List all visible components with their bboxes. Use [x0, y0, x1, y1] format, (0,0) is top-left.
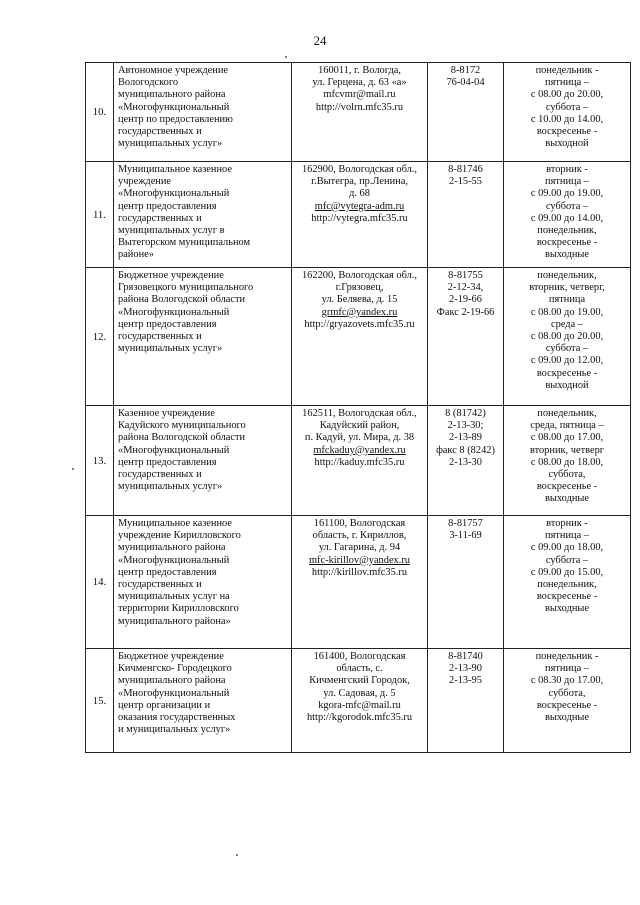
- cell-line: Вологодского: [118, 77, 179, 89]
- cell-line: муниципальных услуг в: [118, 225, 225, 237]
- cell-line: факс 8 (8242): [436, 444, 495, 456]
- cell-line: районе»: [118, 249, 154, 261]
- org-name-cell: [114, 63, 292, 162]
- cell-line: оказания государственных: [118, 712, 236, 724]
- phone-cell: [428, 649, 504, 753]
- cell-line: д. 68: [349, 188, 370, 200]
- cell-line: 2-13-30;: [447, 420, 484, 432]
- cell-line: воскресенье -: [536, 481, 598, 493]
- cell-line: grmfc@yandex.ru: [321, 306, 398, 318]
- cell-line: воскресенье -: [536, 591, 598, 603]
- working-hours-cell: [504, 406, 631, 516]
- cell-line: воскресенье -: [536, 367, 598, 379]
- phone-cell: [428, 162, 504, 268]
- row-number: 14.: [86, 516, 114, 649]
- cell-line: муниципальных услуг»: [118, 343, 223, 355]
- cell-line: пятница –: [545, 176, 589, 188]
- cell-line: центр организации и: [118, 699, 211, 711]
- cell-line: ул. Беляева, д. 15: [321, 294, 398, 306]
- phone-cell: [428, 406, 504, 516]
- cell-line: 8 (81742): [445, 408, 486, 419]
- cell-line: Казенное учреждение: [118, 408, 215, 419]
- cell-line: муниципального района: [118, 675, 226, 687]
- cell-line: среда –: [551, 318, 583, 330]
- cell-line: понедельник,: [537, 579, 597, 591]
- cell-line: 8-81755: [448, 270, 483, 281]
- address-cell: [292, 162, 428, 268]
- cell-line: Грязовецкого муниципального: [118, 282, 254, 294]
- cell-line: http://volrn.mfc35.ru: [315, 101, 404, 113]
- table-row: [86, 63, 631, 162]
- cell-line: Автономное учреждение: [118, 65, 229, 76]
- cell-line: ул. Герцена, д. 63 «а»: [312, 77, 407, 89]
- cell-line: Факс 2-19-66: [436, 306, 495, 318]
- table-row: [86, 516, 631, 649]
- cell-line: муниципальных услуг»: [118, 481, 223, 493]
- cell-line: 2-19-66: [449, 294, 482, 306]
- cell-line: вторник, четверг: [529, 444, 605, 456]
- cell-line: муниципального района: [118, 542, 226, 554]
- cell-line: суббота,: [548, 687, 586, 699]
- cell-line: центр предоставления: [118, 318, 217, 330]
- cell-line: понедельник,: [537, 270, 597, 281]
- table-row: [86, 649, 631, 753]
- cell-line: 162900, Вологодская обл.,: [301, 164, 418, 175]
- cell-line: с 08.00 до 20.00,: [530, 331, 604, 343]
- cell-line: «Многофункциональный: [118, 444, 230, 456]
- address-cell: [292, 63, 428, 162]
- cell-line: mfcvmr@mail.ru: [323, 89, 396, 101]
- cell-line: с 09.00 до 19.00,: [530, 188, 604, 200]
- cell-line: Вытегорском муниципальном: [118, 237, 251, 249]
- cell-line: 161400, Вологодская: [313, 651, 406, 662]
- working-hours-cell: [504, 162, 631, 268]
- cell-line: mfc@vytegra-adm.ru: [314, 200, 405, 212]
- cell-line: муниципальных услуг на: [118, 591, 230, 603]
- cell-line: учреждение Кирилловского: [118, 530, 241, 542]
- address-cell: [292, 516, 428, 649]
- cell-line: Бюджетное учреждение: [118, 270, 224, 281]
- cell-line: выходной: [545, 379, 589, 391]
- working-hours-cell: [504, 516, 631, 649]
- org-name-cell: [114, 268, 292, 406]
- cell-line: «Многофункциональный: [118, 687, 230, 699]
- cell-line: 8-81746: [448, 164, 483, 175]
- cell-line: http://gryazovets.mfc35.ru: [304, 318, 415, 330]
- cell-line: выходные: [544, 603, 590, 615]
- cell-line: 3-11-69: [449, 530, 482, 542]
- cell-line: 2-15-55: [449, 176, 482, 188]
- cell-line: государственных и: [118, 126, 202, 138]
- cell-line: центр предоставления: [118, 456, 217, 468]
- cell-line: 8-81740: [448, 651, 483, 662]
- cell-line: пятница: [548, 294, 586, 306]
- cell-line: среда, пятница –: [530, 420, 604, 432]
- row-number: 13.: [86, 406, 114, 516]
- cell-line: суббота –: [545, 200, 589, 212]
- cell-line: Муниципальное казенное: [118, 164, 232, 175]
- cell-line: суббота –: [545, 554, 589, 566]
- scan-speck: [285, 56, 287, 58]
- cell-line: http://kgorodok.mfc35.ru: [306, 712, 413, 724]
- cell-line: 8-8172: [450, 65, 481, 76]
- cell-line: учреждение: [118, 176, 172, 188]
- cell-line: суббота –: [545, 101, 589, 113]
- cell-line: г.Вытегра, пр.Ленина,: [311, 176, 408, 188]
- cell-line: 2-13-30: [449, 456, 482, 468]
- cell-line: района Вологодской области: [118, 432, 246, 444]
- cell-line: территории Кирилловского: [118, 603, 239, 615]
- cell-line: суббота,: [548, 469, 586, 481]
- cell-line: «Многофункциональный: [118, 554, 230, 566]
- cell-line: область, с.: [336, 663, 383, 675]
- cell-line: Кадуйский район,: [319, 420, 400, 432]
- row-number: 10.: [86, 63, 114, 162]
- cell-line: государственных и: [118, 331, 202, 343]
- cell-line: 162200, Вологодская обл.,: [301, 270, 418, 281]
- cell-line: понедельник -: [535, 651, 599, 662]
- cell-line: Кадуйского муниципального: [118, 420, 246, 432]
- cell-line: вторник -: [546, 518, 588, 529]
- phone-cell: [428, 516, 504, 649]
- cell-line: центр предоставления: [118, 566, 217, 578]
- cell-line: муниципального района: [118, 89, 226, 101]
- address-cell: [292, 268, 428, 406]
- cell-line: 8-81757: [448, 518, 483, 529]
- cell-line: «Многофункциональный: [118, 306, 230, 318]
- cell-line: 76-04-04: [446, 77, 485, 89]
- row-number: 12.: [86, 268, 114, 406]
- cell-line: http://kaduy.mfc35.ru: [314, 456, 405, 468]
- cell-line: государственных и: [118, 212, 202, 224]
- address-cell: [292, 649, 428, 753]
- row-number: 15.: [86, 649, 114, 753]
- cell-line: воскресенье -: [536, 237, 598, 249]
- cell-line: ул. Садовая, д. 5: [323, 687, 396, 699]
- cell-line: государственных и: [118, 579, 202, 591]
- cell-line: понедельник,: [537, 408, 597, 419]
- scan-speck: [236, 854, 238, 856]
- cell-line: 2-13-89: [449, 432, 482, 444]
- cell-line: г.Грязовец,: [335, 282, 384, 294]
- cell-line: государственных и: [118, 469, 202, 481]
- cell-line: понедельник,: [537, 225, 597, 237]
- table-row: [86, 406, 631, 516]
- cell-line: mfckaduy@yandex.ru: [313, 444, 406, 456]
- cell-line: п. Кадуй, ул. Мира, д. 38: [304, 432, 415, 444]
- cell-line: «Многофункциональный: [118, 101, 230, 113]
- table-row: [86, 162, 631, 268]
- cell-line: с 08.00 до 20.00,: [530, 89, 604, 101]
- cell-line: вторник -: [546, 164, 588, 175]
- cell-line: муниципальных услуг»: [118, 138, 223, 150]
- cell-line: выходные: [544, 712, 590, 724]
- table-row: [86, 268, 631, 406]
- cell-line: kgora-mfc@mail.ru: [318, 699, 401, 711]
- cell-line: область, г. Кириллов,: [312, 530, 407, 542]
- org-name-cell: [114, 649, 292, 753]
- cell-line: Муниципальное казенное: [118, 518, 232, 529]
- working-hours-cell: [504, 268, 631, 406]
- cell-line: выходной: [545, 138, 589, 150]
- cell-line: суббота –: [545, 343, 589, 355]
- phone-cell: [428, 268, 504, 406]
- cell-line: выходные: [544, 493, 590, 505]
- org-name-cell: [114, 162, 292, 268]
- address-cell: [292, 406, 428, 516]
- org-name-cell: [114, 516, 292, 649]
- cell-line: вторник, четверг,: [529, 282, 605, 294]
- cell-line: Кичменгский Городок,: [309, 675, 410, 687]
- cell-line: воскресенье -: [536, 126, 598, 138]
- cell-line: с 09.00 до 12.00,: [530, 355, 604, 367]
- cell-line: 2-12-34,: [447, 282, 484, 294]
- cell-line: с 08.00 до 17.00,: [530, 432, 604, 444]
- cell-line: пятница –: [545, 530, 589, 542]
- cell-line: понедельник -: [535, 65, 599, 76]
- cell-line: http://kirillov.mfc35.ru: [311, 566, 408, 578]
- org-name-cell: [114, 406, 292, 516]
- cell-line: mfc-kirillov@yandex.ru: [308, 554, 411, 566]
- cell-line: 161100, Вологодская: [313, 518, 406, 529]
- cell-line: с 08.00 до 18.00,: [530, 456, 604, 468]
- cell-line: http://vytegra.mfc35.ru: [311, 212, 408, 224]
- working-hours-cell: [504, 63, 631, 162]
- cell-line: Бюджетное учреждение: [118, 651, 224, 662]
- cell-line: 2-13-90: [449, 663, 482, 675]
- cell-line: с 09.00 до 15.00,: [530, 566, 604, 578]
- phone-cell: [428, 63, 504, 162]
- cell-line: центр по предоставлению: [118, 113, 233, 125]
- cell-line: центр предоставления: [118, 200, 217, 212]
- cell-line: 2-13-95: [449, 675, 482, 687]
- cell-line: Кичменгско- Городецкого: [118, 663, 232, 675]
- cell-line: с 08.00 до 19.00,: [530, 306, 604, 318]
- cell-line: «Многофункциональный: [118, 188, 230, 200]
- cell-line: и муниципальных услуг»: [118, 724, 231, 736]
- cell-line: выходные: [544, 249, 590, 261]
- cell-line: пятница –: [545, 663, 589, 675]
- row-number: 11.: [86, 162, 114, 268]
- cell-line: пятница –: [545, 77, 589, 89]
- cell-line: муниципального района»: [118, 615, 231, 627]
- cell-line: воскресенье -: [536, 699, 598, 711]
- mfc-table-body: [86, 63, 631, 753]
- page-number: 24: [313, 33, 327, 48]
- scan-speck: [72, 468, 74, 470]
- cell-line: с 09.00 до 14.00,: [530, 212, 604, 224]
- cell-line: с 10.00 до 14.00,: [530, 113, 604, 125]
- mfc-table: [85, 62, 631, 753]
- working-hours-cell: [504, 649, 631, 753]
- cell-line: с 08.30 до 17.00,: [530, 675, 604, 687]
- cell-line: района Вологодской области: [118, 294, 246, 306]
- cell-line: с 09.00 до 18.00,: [530, 542, 604, 554]
- cell-line: 160011, г. Вологда,: [318, 65, 401, 76]
- cell-line: 162511, Вологодская обл.,: [302, 408, 417, 419]
- cell-line: ул. Гагарина, д. 94: [318, 542, 401, 554]
